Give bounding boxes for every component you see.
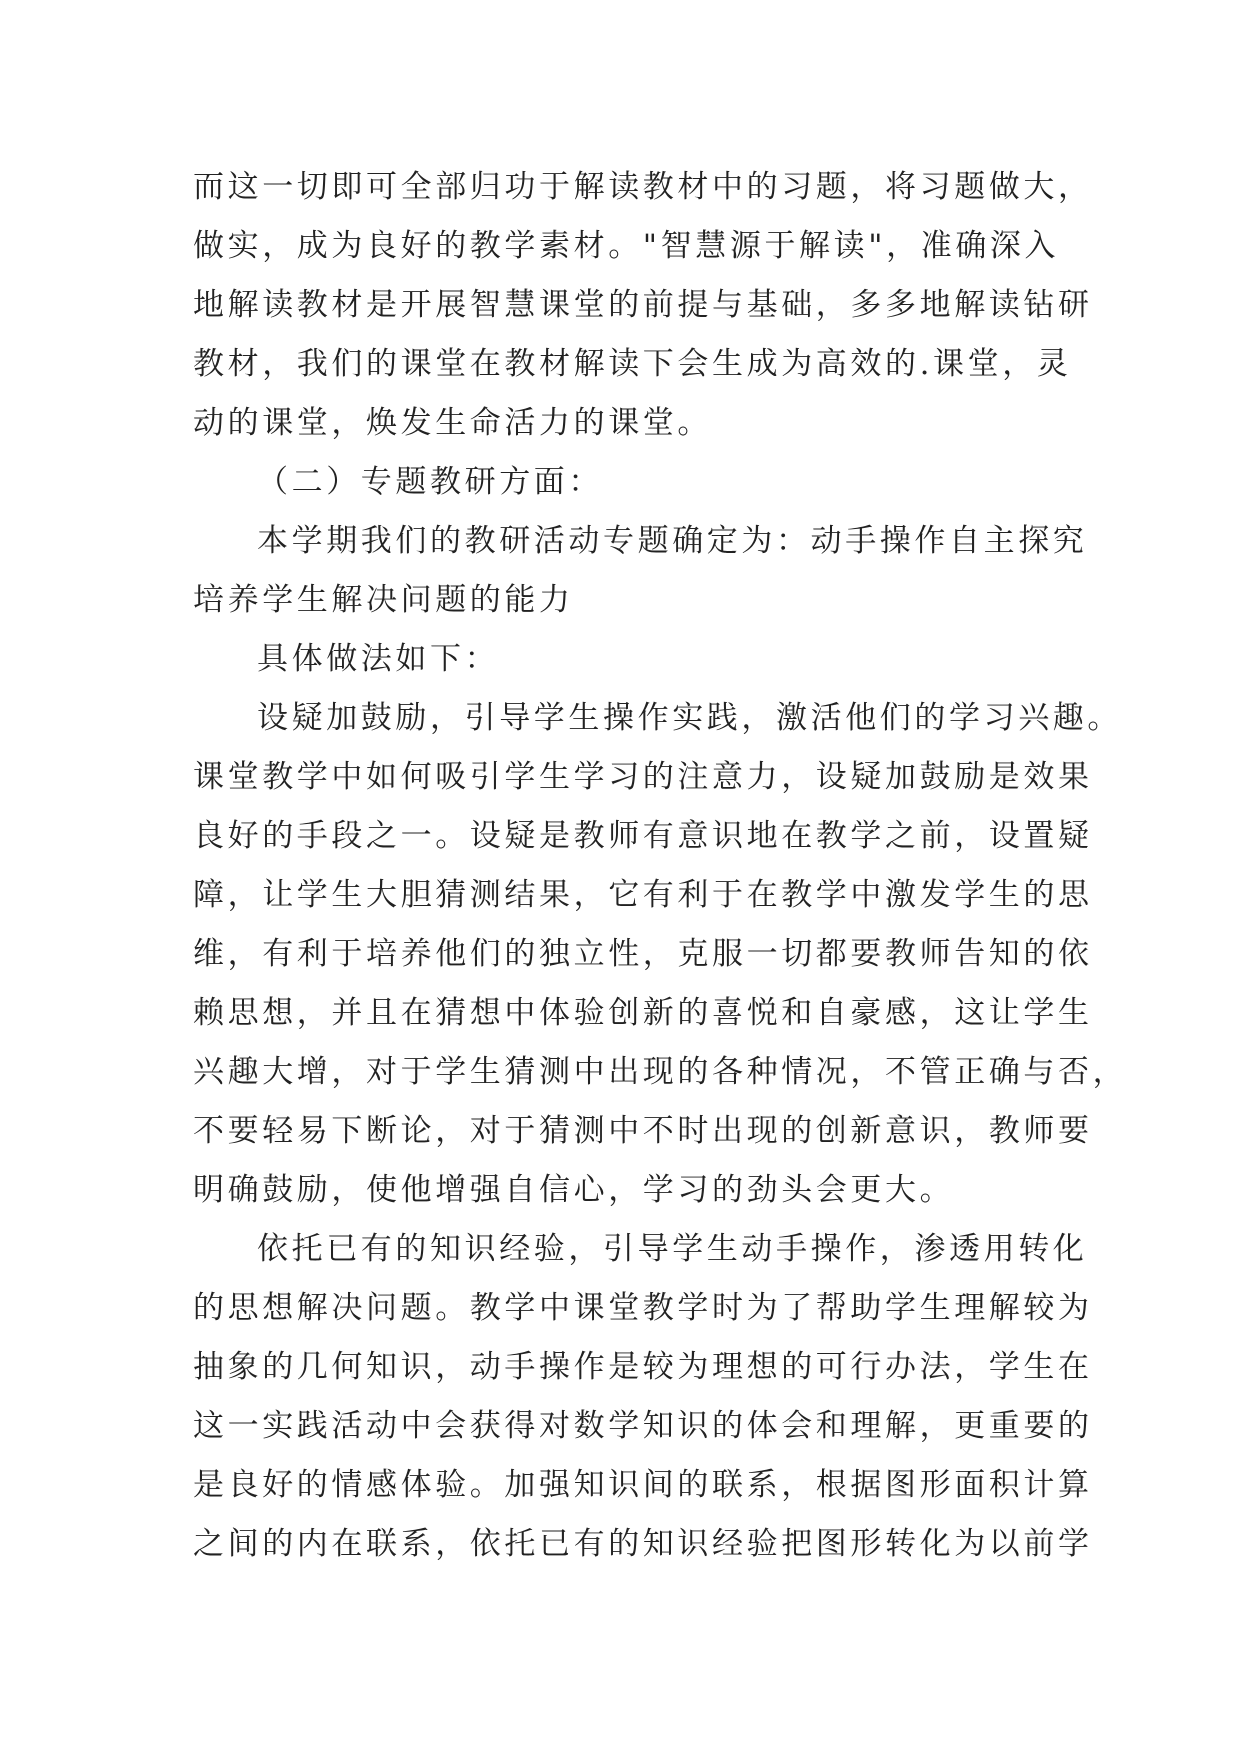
text-line: 维，有利于培养他们的独立性，克服一切都要教师告知的依 <box>193 936 1093 972</box>
body-text <box>193 158 1128 1574</box>
text-line: 教材，我们的课堂在教材解读下会生成为高效的.课堂，灵 <box>193 346 1072 382</box>
section-heading: （二）专题教研方面： <box>257 464 603 500</box>
text-line: 赖思想，并且在猜想中体验创新的喜悦和自豪感，这让学生 <box>193 995 1093 1031</box>
paragraph-start: 具体做法如下： <box>257 641 500 677</box>
paragraph-start: 设疑加鼓励，引导学生操作实践，激活他们的学习兴趣。 <box>257 700 1122 736</box>
text-line: 兴趣大增，对于学生猜测中出现的各种情况，不管正确与否， <box>193 1054 1128 1090</box>
text-line: 这一实践活动中会获得对数学知识的体会和理解，更重要的 <box>193 1408 1093 1444</box>
text-line: 课堂教学中如何吸引学生学习的注意力，设疑加鼓励是效果 <box>193 759 1093 795</box>
text-line: 良好的手段之一。设疑是教师有意识地在教学之前，设置疑 <box>193 818 1093 854</box>
paragraph-start: 依托已有的知识经验，引导学生动手操作，渗透用转化 <box>257 1231 1088 1267</box>
text-line: 抽象的几何知识，动手操作是较为理想的可行办法，学生在 <box>193 1349 1093 1385</box>
text-line: 地解读教材是开展智慧课堂的前提与基础，多多地解读钻研 <box>193 287 1093 323</box>
text-line: 明确鼓励，使他增强自信心，学习的劲头会更大。 <box>193 1172 955 1208</box>
text-line: 培养学生解决问题的能力 <box>193 582 574 618</box>
text-line: 的思想解决问题。教学中课堂教学时为了帮助学生理解较为 <box>193 1290 1093 1326</box>
text-line: 不要轻易下断论，对于猜测中不时出现的创新意识，教师要 <box>193 1113 1093 1149</box>
text-line: 动的课堂，焕发生命活力的课堂。 <box>193 405 712 441</box>
paragraph-start: 本学期我们的教研活动专题确定为：动手操作自主探究 <box>257 523 1088 559</box>
text-line: 而这一切即可全部归功于解读教材中的习题，将习题做大， <box>193 169 1093 205</box>
text-line: 障，让学生大胆猜测结果，它有利于在教学中激发学生的思 <box>193 877 1093 913</box>
text-line: 之间的内在联系，依托已有的知识经验把图形转化为以前学 <box>193 1526 1093 1562</box>
text-line: 是良好的情感体验。加强知识间的联系，根据图形面积计算 <box>193 1467 1093 1503</box>
text-line: 做实，成为良好的教学素材。"智慧源于解读"，准确深入 <box>193 228 1060 264</box>
